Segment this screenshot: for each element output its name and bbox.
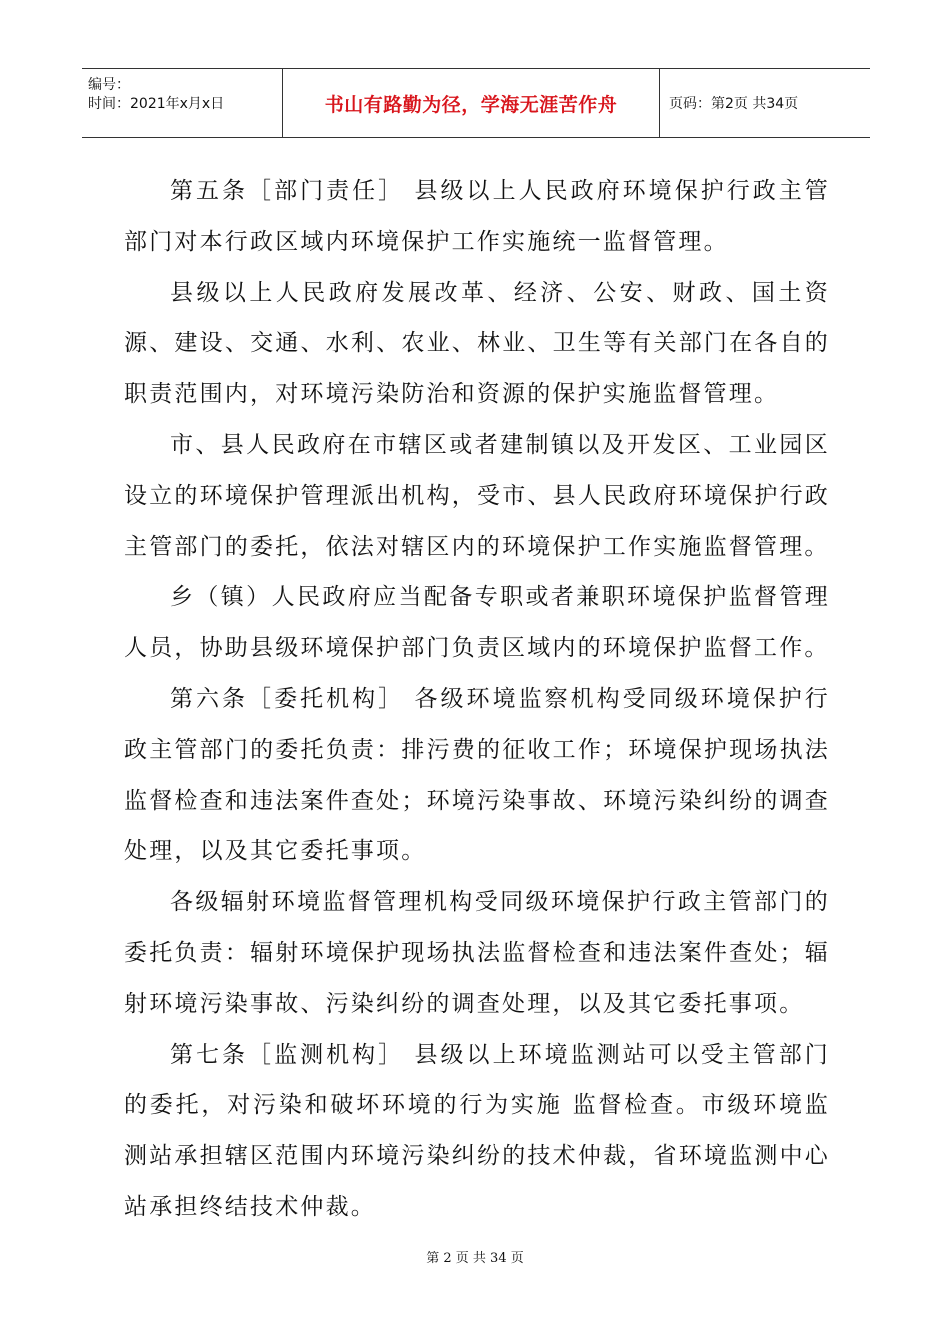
paragraph-article-5: 第五条［部门责任］ 县级以上人民政府环境保护行政主管部门对本行政区域内环境保护工作实施统一监督管理。: [124, 178, 830, 255]
document-number-label: 编号：: [88, 77, 130, 93]
header-motto: 书山有路勤为径，学海无涯苦作舟: [282, 69, 660, 137]
paragraph-township: 乡（镇）人民政府应当配备专职或者兼职环境保护监督管理人员，协助县级环境保护部门负责区域内的环境保护监督工作。: [124, 584, 830, 662]
paragraph-article-6: 第六条［委托机构］ 各级环境监察机构受同级环境保护行政主管部门的委托负责：排污费的征收工作；环境保护现场执法监督检查和违法案件查处；环境污染事故、环境污染纠纷的调查处理，以及其它委托事项。: [124, 685, 830, 865]
document-body: [124, 166, 830, 1233]
header-meta: [82, 69, 282, 137]
paragraph-radiation: 各级辐射环境监督管理机构受同级环境保护行政主管部门的委托负责：辐射环境保护现场执法监督检查和违法案件查处；辐射环境污染事故、污染纠纷的调查处理，以及其它委托事项。: [124, 889, 830, 1017]
paragraph-departments: 县级以上人民政府发展改革、经济、公安、财政、国土资源、建设、交通、水利、农业、林业、卫生等有关部门在各自的职责范围内，对环境污染防治和资源的保护实施监督管理。: [124, 279, 830, 408]
header-page-info: 页码：第2页 共34页: [669, 96, 799, 112]
document-time-label: 时间：2021年x月x日: [88, 96, 225, 112]
page-header: [82, 68, 870, 138]
page-footer: 第 2 页 共 34 页: [426, 1251, 524, 1266]
paragraph-article-7: 第七条［监测机构］ 县级以上环境监测站可以受主管部门的委托，对污染和破坏环境的行为实施 监督检查。市级环境监测站承担辖区范围内环境污染纠纷的技术仲裁，省环境监测中心站承担终结技术仲裁。: [124, 1041, 830, 1220]
paragraph-dispatched-agencies: 市、县人民政府在市辖区或者建制镇以及开发区、工业园区设立的环境保护管理派出机构，受市、县人民政府环境保护行政主管部门的委托，依法对辖区内的环境保护工作实施监督管理。: [124, 431, 830, 560]
